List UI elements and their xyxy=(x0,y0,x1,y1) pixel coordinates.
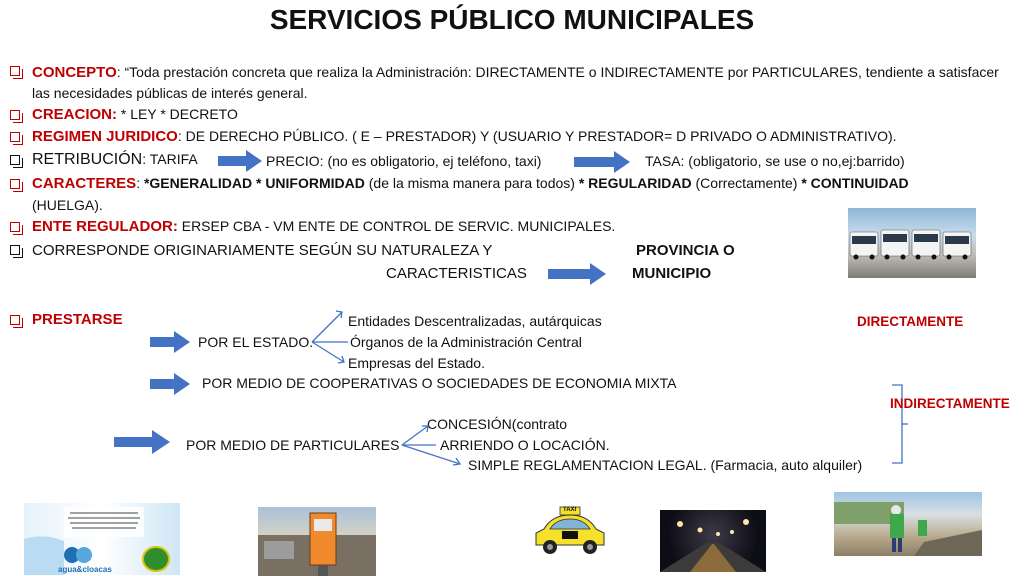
tasa-text: TASA: (obligatorio, se use o no,ej:barrido) xyxy=(645,153,905,169)
creacion-text: * LEY * DECRETO xyxy=(117,106,238,122)
concepto-item: CONCEPTO: “Toda prestación concreta que realiza la Administración: DIRECTAMENTE o INDIRECTAMENTE por PARTICULARES, tendiente a satisfacer las necesidades públicas de interés general. xyxy=(32,64,999,101)
indirectamente-label: INDIRECTAMENTE xyxy=(890,396,1010,411)
worker-icon xyxy=(834,492,982,556)
arrow-right-icon xyxy=(150,331,190,353)
concesion-text: CONCESIÓN(contrato xyxy=(427,416,568,432)
simple-text: SIMPLE REGLAMENTACION LEGAL. (Farmacia, auto alquiler) xyxy=(468,457,863,473)
caracteristicas-text: CARACTERISTICAS xyxy=(386,265,527,282)
concepto-label: CONCEPTO xyxy=(32,64,117,81)
taxi-sign: TAXI xyxy=(563,507,577,513)
arrow-right-icon xyxy=(574,151,630,173)
precio-text: PRECIO: (no es obligatorio, ej teléfono, taxi) xyxy=(266,153,542,169)
por-estado-text: POR EL ESTADO. xyxy=(198,334,314,350)
street-workers-photo xyxy=(834,492,982,556)
parking-meter-icon xyxy=(258,507,376,576)
retribucion-label: RETRIBUCIÓN xyxy=(32,151,143,168)
entidades-text: Entidades Descentralizadas, autárquicas xyxy=(348,313,602,329)
caracteres-label: CARACTERES xyxy=(32,175,137,192)
retribucion-item: RETRIBUCIÓN: TARIFA xyxy=(32,151,198,168)
bullet-icon xyxy=(10,245,23,258)
bus-icon xyxy=(848,208,976,278)
regimen-label: REGIMEN JURIDICO xyxy=(32,128,178,145)
huelga-text: (HUELGA). xyxy=(32,197,103,213)
bullet-icon xyxy=(10,222,23,235)
provincia-text: PROVINCIA O xyxy=(636,242,735,259)
arrow-right-icon xyxy=(548,263,606,285)
empresas-text: Empresas del Estado. xyxy=(348,355,485,371)
regimen-text: : DE DERECHO PÚBLICO. ( E – PRESTADOR) Y (USUARIO Y PRESTADOR= D PRIVADO O ADMINISTRATIVO). xyxy=(177,128,897,144)
bullet-icon xyxy=(10,179,23,192)
directamente-label: DIRECTAMENTE xyxy=(857,314,964,329)
creacion-label: CREACION: xyxy=(32,106,117,123)
bullet-icon xyxy=(10,132,23,145)
page-title: SERVICIOS PÚBLICO MUNICIPALES xyxy=(269,4,755,35)
parking-meter-photo xyxy=(258,507,376,576)
corresponde-text: CORRESPONDE ORIGINARIAMENTE SEGÚN SU NATURALEZA Y xyxy=(32,242,493,259)
bullet-icon xyxy=(10,315,23,328)
taxi-image xyxy=(530,505,610,558)
regimen-item xyxy=(32,128,897,146)
arrow-right-icon xyxy=(150,373,190,395)
bullet-icon xyxy=(10,66,23,79)
brand-text: agua&cloacas xyxy=(58,565,112,574)
street-lights-photo xyxy=(660,510,766,572)
buses-photo xyxy=(848,208,976,278)
agua-cloacas-logo xyxy=(24,503,180,575)
ente-label: ENTE REGULADOR: xyxy=(32,218,178,235)
creacion-item xyxy=(32,106,238,124)
particulares-text: POR MEDIO DE PARTICULARES xyxy=(186,437,400,453)
prestarse-label: PRESTARSE xyxy=(32,311,123,328)
street-light-icon xyxy=(660,510,766,572)
concepto-text: “Toda prestación concreta que realiza la Administración: DIRECTAMENTE o INDIRECTAMENTE por PARTICULARES, tendiente a satisfacer las necesidades públicas de interés general. xyxy=(32,64,999,101)
bullet-icon xyxy=(10,155,23,168)
bullet-icon xyxy=(10,110,23,123)
municipio-text: MUNICIPIO xyxy=(632,265,712,282)
branch-connector xyxy=(396,420,466,470)
arrow-right-icon xyxy=(114,430,170,454)
arriendo-text: ARRIENDO O LOCACIÓN. xyxy=(440,437,610,453)
organos-text: Órganos de la Administración Central xyxy=(350,334,582,350)
caracteres-item: CARACTERES: *GENERALIDAD * UNIFORMIDAD (de la misma manera para todos) * REGULARIDAD (Correctamente) * CONTINUIDAD xyxy=(32,175,909,192)
cooperativas-text: POR MEDIO DE COOPERATIVAS O SOCIEDADES DE ECONOMIA MIXTA xyxy=(202,375,677,391)
arrow-right-icon xyxy=(218,150,262,172)
branch-connector xyxy=(300,300,360,370)
ente-text: ERSEP CBA - VM ENTE DE CONTROL DE SERVIC. MUNICIPALES. xyxy=(177,218,616,234)
ente-item xyxy=(32,218,615,236)
